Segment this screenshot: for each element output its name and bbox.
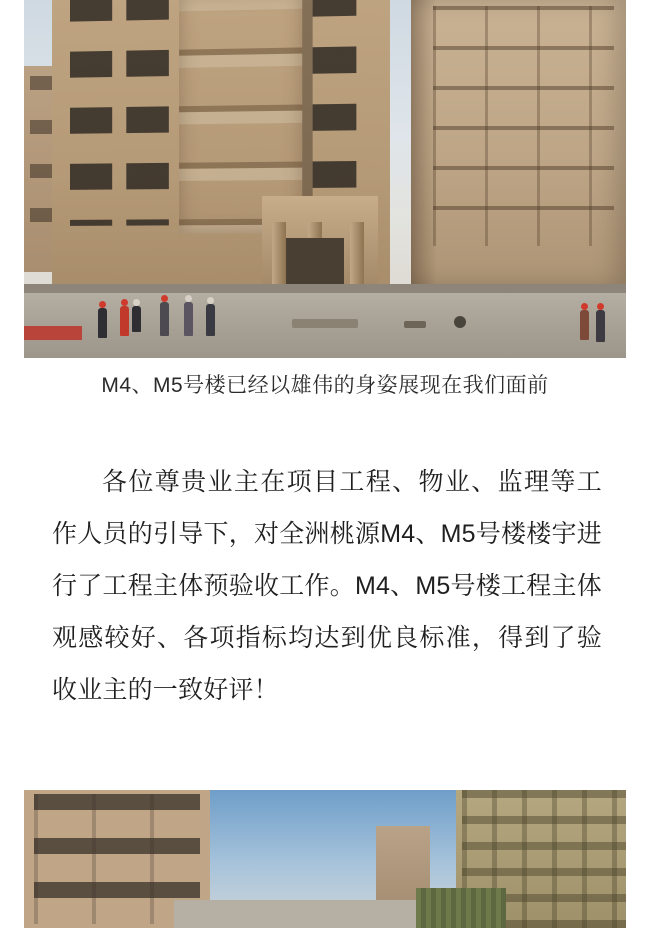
person-figure — [580, 310, 589, 340]
window-column — [70, 0, 112, 226]
person-figure — [132, 306, 141, 332]
construction-debris — [292, 319, 358, 328]
person-figure — [120, 306, 129, 336]
top-photo — [24, 0, 626, 358]
green-construction-fence — [416, 888, 506, 928]
person-figure — [206, 304, 215, 336]
bottom-photo — [24, 790, 626, 928]
ground-area — [24, 284, 626, 358]
window-column — [313, 0, 357, 225]
person-figure — [184, 302, 193, 336]
right-tower-windows — [433, 6, 614, 246]
photo-caption: M4、M5号楼已经以雄伟的身姿展现在我们面前 — [101, 374, 549, 397]
person-figure — [98, 308, 107, 338]
person-figure — [596, 310, 605, 342]
window-column — [126, 0, 169, 226]
red-kerb — [24, 326, 82, 340]
article-body — [52, 456, 602, 716]
body-paragraph: 各位尊贵业主在项目工程、物业、监理等工作人员的引导下，对全洲桃源M4、M5号楼楼宇进行了工程主体预验收工作。M4、M5号楼工程主体观感较好、各项指标均达到优良标准，得到了验收业主的一致好评！ — [52, 468, 602, 704]
person-figure — [160, 302, 169, 336]
construction-debris — [454, 316, 466, 328]
right-tower-building — [411, 0, 626, 286]
construction-debris — [404, 321, 426, 328]
